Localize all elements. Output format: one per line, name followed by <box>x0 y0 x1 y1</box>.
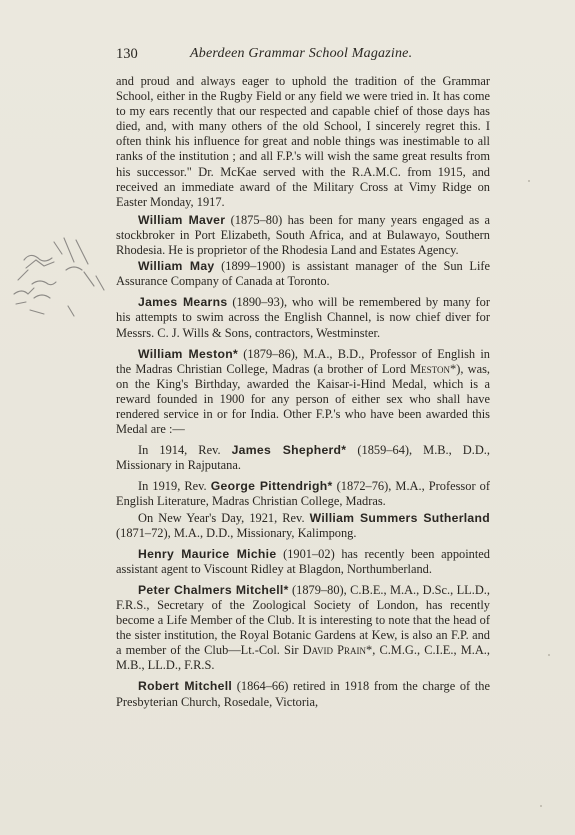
entry-name: William May <box>138 259 215 274</box>
paper-speck <box>548 654 550 656</box>
entry-name: Peter Chalmers Mitchell* <box>138 582 289 597</box>
page-number: 130 <box>116 46 138 62</box>
entry-name: Henry Maurice Michie <box>138 546 277 561</box>
entry-name: William Meston* <box>138 346 239 361</box>
entry-text: (1899–1900) is assistant manager of the Sun Life Assurance Company of Canada at Toronto. <box>116 259 491 289</box>
journal-title: Aberdeen Grammar School Magazine. <box>190 46 413 61</box>
paragraph-entry <box>116 511 490 541</box>
entry-name: Robert Mitchell <box>138 679 233 694</box>
article-body <box>116 74 490 716</box>
paragraph-continuation: and proud and always eager to uphold the tradition of the Grammar School, either in the Rugby Field or any field we were tried in. It has come to my ears recently that our respected and capable chief of those days has died, and, with many others of the old School, I sincerely regret this. I often think his influence for great and noble things was inestimable to all ranks of the institution ; and all F.P.'s will wish the same great results from his successor." Dr. McKae served with the R.A.M.C. from 1915, and received an immediate award of the Military Cross at Vimy Ridge on Easter Monday, 1917. <box>116 74 490 209</box>
paper-speck <box>540 805 542 807</box>
paragraph-entry <box>116 213 490 258</box>
pencil-marks-icon <box>4 232 122 322</box>
paragraph-entry <box>116 583 490 674</box>
entry-name: James Shepherd* <box>231 443 347 458</box>
entry-text: (1901–02) has recently been appointed assistant agent to Viscount Ridley at Blagdon, Northumberland. <box>116 546 490 576</box>
paper-speck <box>528 180 530 182</box>
entry-name: George Pittendrigh* <box>210 479 333 494</box>
entry-text: (1879–80), C.B.E., M.A., D.Sc., LL.D., F.R.S., Secretary of the Zoological Society of London, has recently become a Life Member of the Club. It is interesting to note that the head of the sister institution, the Royal Botanic Gardens at Kew, is also an F.P. and a member of the Club—Lt.-Col. Sir <box>116 582 490 658</box>
paragraph-entry <box>116 443 490 473</box>
entry-text: (1872–76), M.A., Professor of English Literature, Madras Christian College, Madras. <box>116 479 490 509</box>
entry-smallcaps: Meston <box>410 361 451 376</box>
entry-text: (1864–66) retired in 1918 from the charge of the Presbyterian Church, Rosedale, Victoria, <box>116 679 490 709</box>
paragraph-entry <box>116 295 490 340</box>
entry-text: (1875–80) has been for many years engaged as a stockbroker in Port Elizabeth, South Africa, and at Bulawayo, Southern Rhodesia. He is proprietor of the Rhodesia Land and Estates Agency. <box>116 212 491 258</box>
paragraph-entry <box>116 479 490 509</box>
entry-name: James Mearns <box>138 295 228 310</box>
entry-text: (1890–93), who will be remembered by many for his attempts to swim across the English Channel, is now chief diver for Messrs. C. J. Wills & Sons, contractors, Westminster. <box>116 295 490 340</box>
entry-name: William Summers Sutherland <box>309 510 490 525</box>
entry-name: William Maver <box>138 212 226 227</box>
entry-lead: On New Year's Day, 1921, Rev. <box>138 510 310 525</box>
paragraph-entry <box>116 679 490 709</box>
entry-text: (1859–64), M.B., D.D., Missionary in Rajputana. <box>116 443 490 473</box>
entry-text: (1871–72), M.A., D.D., Missionary, Kalimpong. <box>116 525 357 540</box>
entry-text: *), was, on the King's Birthday, awarded the Kaisar-i-Hind Medal, which is a reward founded in 1900 for any person of either sex who shall have rendered service in or for India. Other F.P.'s who have been awarded this Medal are :— <box>116 361 491 437</box>
entry-text: (1879–86), M.A., B.D., Professor of English in the Madras Christian College, Madras (a brother of Lord <box>116 346 490 376</box>
entry-lead: In 1914, Rev. <box>138 443 232 458</box>
entry-text: *, C.M.G., C.I.E., M.A., M.B., LL.D., F.R.S. <box>116 643 490 673</box>
paragraph-entry <box>116 259 490 289</box>
entry-lead: In 1919, Rev. <box>138 479 211 494</box>
entry-smallcaps: David Prain <box>302 643 366 658</box>
paragraph-entry <box>116 347 490 438</box>
paragraph-entry <box>116 547 490 577</box>
